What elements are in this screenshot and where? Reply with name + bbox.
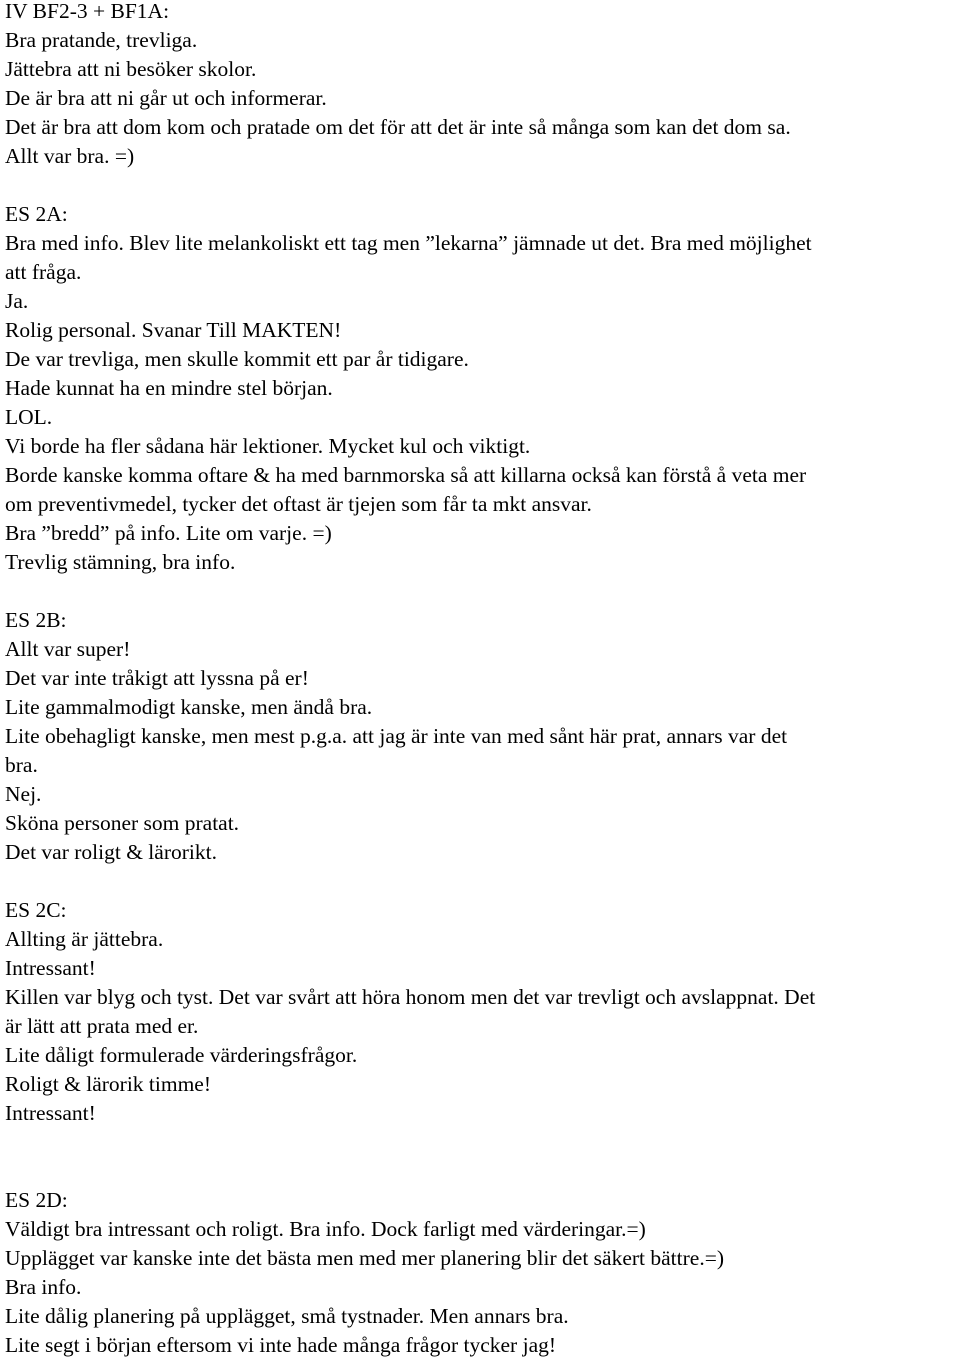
comment-line: Lite dålig planering på upplägget, små tystnader. Men annars bra.	[5, 1304, 569, 1328]
comment-line: Rolig personal. Svanar Till MAKTEN!	[5, 318, 342, 342]
comment-line: Intressant!	[5, 956, 96, 980]
comment-line: Vi borde ha fler sådana här lektioner. Mycket kul och viktigt.	[5, 434, 531, 458]
comment-line: Lite gammalmodigt kanske, men ändå bra.	[5, 695, 373, 719]
section-spacer	[5, 867, 955, 896]
comment-line: Intressant!	[5, 1101, 96, 1125]
comment-line: Ja.	[5, 289, 29, 313]
comment-line: Bra med info. Blev lite melankoliskt ett tag men ”lekarna” jämnade ut det. Bra med möjlighet	[5, 231, 812, 255]
section-heading: IV BF2-3 + BF1A:	[5, 0, 170, 23]
section-spacer	[5, 577, 955, 606]
comment-line: Borde kanske komma oftare & ha med barnmorska så att killarna också kan förstå å veta mer	[5, 463, 807, 487]
comment-line: Bra pratande, trevliga.	[5, 28, 198, 52]
section-spacer	[5, 171, 955, 200]
comment-line: Sköna personer som pratat.	[5, 811, 240, 835]
comment-line: Hade kunnat ha en mindre stel början.	[5, 376, 333, 400]
comment-line: Allting är jättebra.	[5, 927, 164, 951]
section-heading: ES 2D:	[5, 1188, 68, 1212]
comment-line: Allt var super!	[5, 637, 131, 661]
section-es2b	[5, 606, 955, 867]
comment-line: Lite obehagligt kanske, men mest p.g.a. att jag är inte van med sånt här prat, annars var det	[5, 724, 788, 748]
comment-line: Bra ”bredd” på info. Lite om varje. =)	[5, 521, 332, 545]
section-es2c	[5, 896, 955, 1128]
comment-line: Trevlig stämning, bra info.	[5, 550, 236, 574]
section-heading: ES 2B:	[5, 608, 67, 632]
comment-line: Upplägget var kanske inte det bästa men med mer planering blir det säkert bättre.=)	[5, 1246, 724, 1270]
comment-line: är lätt att prata med er.	[5, 1014, 199, 1038]
section-es2a	[5, 200, 955, 577]
comment-line: Väldigt bra intressant och roligt. Bra info. Dock farligt med värderingar.=)	[5, 1217, 646, 1241]
comment-line: Nej.	[5, 782, 42, 806]
comment-line: Det var inte tråkigt att lyssna på er!	[5, 666, 309, 690]
comment-line: Lite segt i början eftersom vi inte hade många frågor tycker jag!	[5, 1333, 557, 1357]
comment-line: De är bra att ni går ut och informerar.	[5, 86, 327, 110]
comment-line: Bra info.	[5, 1275, 82, 1299]
comment-line: bra.	[5, 753, 38, 777]
document-body	[5, 0, 955, 1360]
comment-line: Det var roligt & lärorikt.	[5, 840, 217, 864]
section-iv	[5, 0, 955, 171]
section-heading: ES 2A:	[5, 202, 68, 226]
comment-line: Lite dåligt formulerade värderingsfrågor.	[5, 1043, 358, 1067]
comment-line: Killen var blyg och tyst. Det var svårt att höra honom men det var trevligt och avslappnat. Det	[5, 985, 816, 1009]
comment-line: LOL.	[5, 405, 53, 429]
comment-line: om preventivmedel, tycker det oftast är tjejen som får ta mkt ansvar.	[5, 492, 592, 516]
section-spacer	[5, 1128, 955, 1186]
section-heading: ES 2C:	[5, 898, 67, 922]
comment-line: Allt var bra. =)	[5, 144, 135, 168]
comment-line: De var trevliga, men skulle kommit ett par år tidigare.	[5, 347, 469, 371]
comment-line: Roligt & lärorik timme!	[5, 1072, 212, 1096]
section-es2d	[5, 1186, 955, 1360]
comment-line: att fråga.	[5, 260, 82, 284]
comment-line: Jättebra att ni besöker skolor.	[5, 57, 257, 81]
comment-line: Det är bra att dom kom och pratade om det för att det är inte så många som kan det dom sa.	[5, 115, 791, 139]
